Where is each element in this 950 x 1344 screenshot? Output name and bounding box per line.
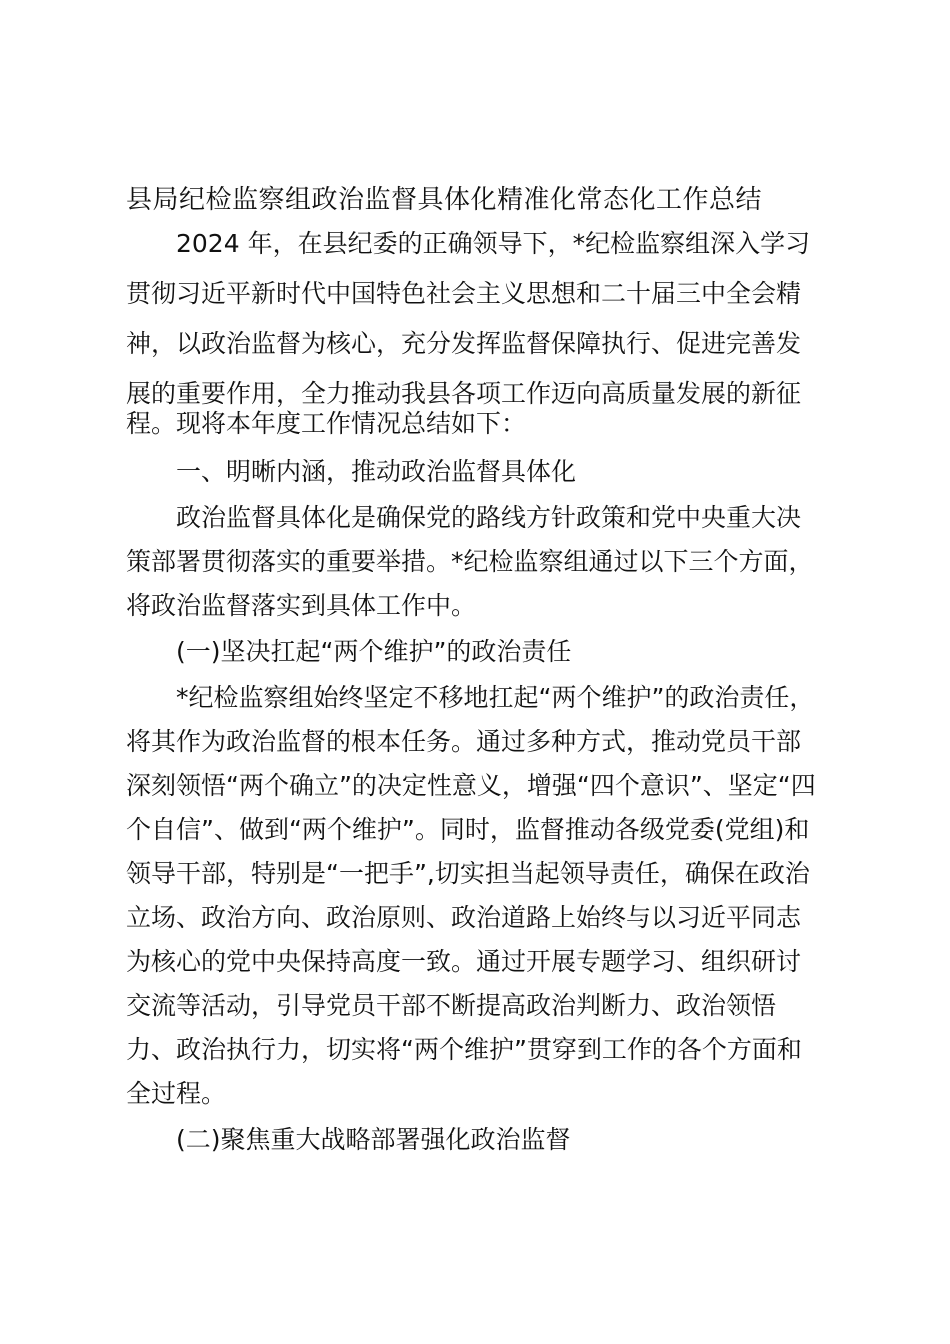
paragraph-line: 策部署贯彻落实的重要举措。*纪检监察组通过以下三个方面， xyxy=(126,547,814,576)
paragraph-line: 力、政治执行力，切实将“两个维护”贯穿到工作的各个方面和 xyxy=(126,1035,802,1064)
document-title: 县局纪检监察组政治监督具体化精准化常态化工作总结 xyxy=(126,185,763,215)
paragraph-line: 交流等活动，引导党员干部不断提高政治判断力、政治领悟 xyxy=(126,991,777,1020)
paragraph-line: 将其作为政治监督的根本任务。通过多种方式，推动党员干部 xyxy=(126,727,802,756)
paragraph-line: 将政治监督落实到具体工作中。 xyxy=(126,591,477,620)
paragraph-line: 领导干部，特别是“一把手”,切实担当起领导责任，确保在政治 xyxy=(126,859,810,888)
paragraph-line: 立场、政治方向、政治原则、政治道路上始终与以习近平同志 xyxy=(126,903,802,932)
paragraph-line: 展的重要作用，全力推动我县各项工作迈向高质量发展的新征 xyxy=(126,379,802,408)
section-heading: 一、明晰内涵，推动政治监督具体化 xyxy=(176,457,577,486)
paragraph-line: 全过程。 xyxy=(126,1079,227,1108)
paragraph-line: 为核心的党中央保持高度一致。通过开展专题学习、组织研讨 xyxy=(126,947,802,976)
paragraph-line: 程。现将本年度工作情况总结如下： xyxy=(126,409,527,438)
paragraph-line: 贯彻习近平新时代中国特色社会主义思想和二十届三中全会精 xyxy=(126,279,802,308)
paragraph-line: *纪检监察组始终坚定不移地扛起“两个维护”的政治责任， xyxy=(176,683,815,712)
paragraph-line: 政治监督具体化是确保党的路线方针政策和党中央重大决 xyxy=(176,503,802,532)
paragraph-line: 神，以政治监督为核心，充分发挥监督保障执行、促进完善发 xyxy=(126,329,802,358)
paragraph-line: 2024 年，在县纪委的正确领导下，*纪检监察组深入学习 xyxy=(176,229,811,258)
paragraph-line: 深刻领悟“两个确立”的决定性意义，增强“四个意识”、坚定“四 xyxy=(126,771,816,800)
paragraph-line: 个自信”、做到“两个维护”。同时，监督推动各级党委(党组)和 xyxy=(126,815,810,844)
subsection-heading: (二)聚焦重大战略部署强化政治监督 xyxy=(176,1125,571,1154)
subsection-heading: (一)坚决扛起“两个维护”的政治责任 xyxy=(176,637,572,666)
